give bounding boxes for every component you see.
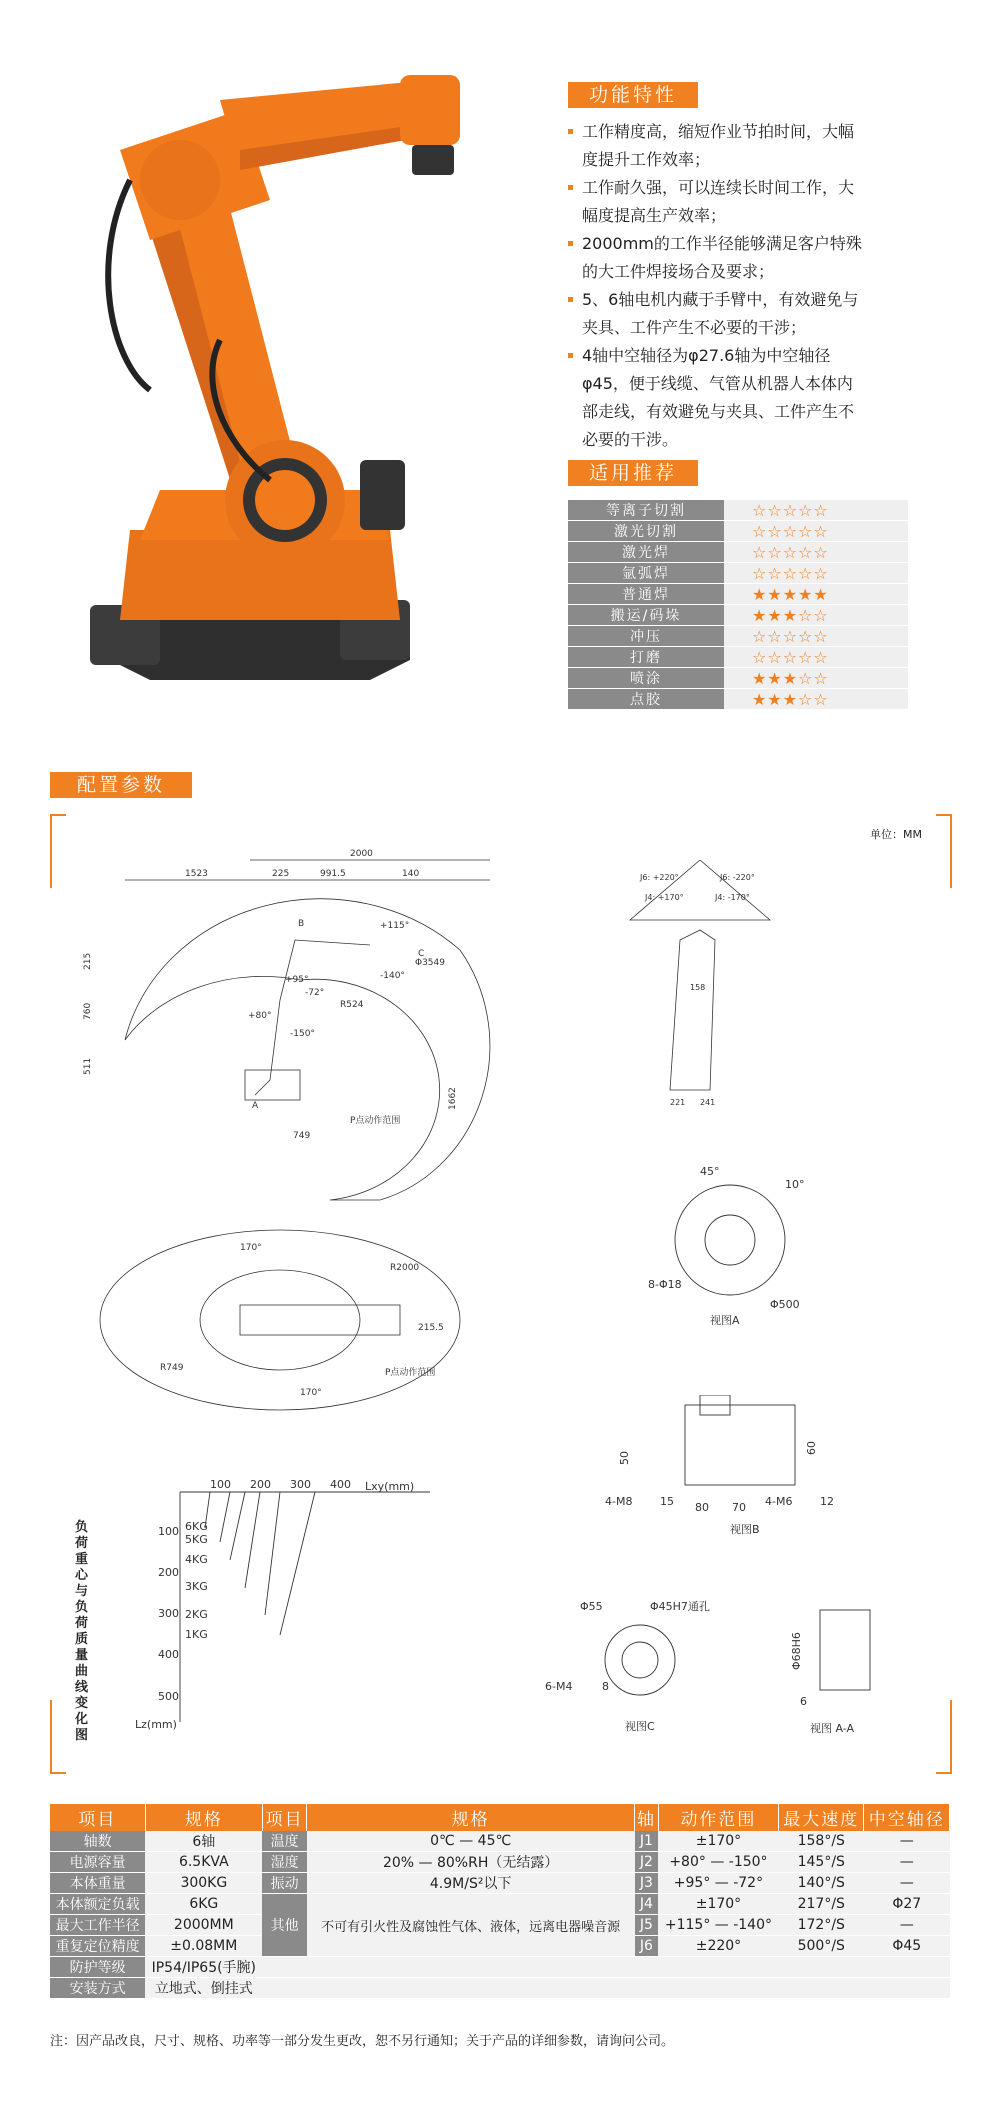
spec-cell: 温度 <box>262 1831 306 1852</box>
svg-text:749: 749 <box>293 1131 311 1141</box>
th-spec: 规格 <box>145 1804 262 1831</box>
svg-text:8: 8 <box>602 1680 609 1693</box>
recommend-stars: ☆☆☆☆☆ <box>724 542 908 563</box>
svg-text:6KG: 6KG <box>185 1520 208 1533</box>
svg-text:视图 A-A: 视图 A-A <box>810 1722 855 1735</box>
svg-text:100: 100 <box>158 1525 179 1538</box>
feature-item: 工作耐久强，可以连续长时间工作，大幅度提高生产效率； <box>568 174 868 230</box>
svg-text:Φ500: Φ500 <box>770 1298 800 1311</box>
svg-text:J6: +220°: J6: +220° <box>640 873 679 882</box>
spec-cell: 2000MM <box>145 1915 262 1936</box>
svg-text:500: 500 <box>158 1690 179 1703</box>
spec-cell: +80° — -150° <box>658 1852 778 1873</box>
th-item: 项目 <box>50 1804 145 1831</box>
recommend-row <box>568 500 908 521</box>
recommend-row <box>568 605 908 626</box>
spec-cell: — <box>864 1873 950 1894</box>
recommend-stars: ★★★☆☆ <box>724 668 908 689</box>
svg-text:1662: 1662 <box>448 1087 458 1110</box>
spec-cell: 湿度 <box>262 1852 306 1873</box>
svg-text:400: 400 <box>158 1648 179 1661</box>
view-c <box>540 1590 740 1740</box>
footnote: 注：因产品改良，尺寸、规格、功率等一部分发生更改，恕不另行通知；关于产品的详细参数，请询问公司。 <box>50 2034 675 2049</box>
spec-cell: +115° — -140° <box>658 1915 778 1936</box>
spec-cell: — <box>864 1831 950 1852</box>
recommend-stars: ★★★★★ <box>724 584 908 605</box>
svg-text:6: 6 <box>800 1695 807 1708</box>
svg-text:80: 80 <box>695 1501 709 1514</box>
recommend-label: 点胶 <box>568 689 724 710</box>
recommend-label: 打磨 <box>568 647 724 668</box>
spec-cell: 500°/S <box>779 1936 864 1957</box>
spec-cell <box>307 1978 635 1999</box>
spec-cell: 6KG <box>145 1894 262 1915</box>
svg-text:P点动作范围: P点动作范围 <box>350 1116 401 1126</box>
recommend-label: 激光切割 <box>568 521 724 542</box>
svg-text:50: 50 <box>618 1451 631 1465</box>
svg-text:1KG: 1KG <box>185 1628 208 1641</box>
feature-item: 工作精度高，缩短作业节拍时间，大幅度提升工作效率； <box>568 118 868 174</box>
svg-text:Φ68H6: Φ68H6 <box>790 1632 803 1670</box>
spec-cell <box>262 1978 306 1999</box>
spec-cell: ±0.08MM <box>145 1936 262 1957</box>
svg-text:视图A: 视图A <box>710 1314 740 1327</box>
spec-cell <box>262 1957 306 1978</box>
recommend-stars: ☆☆☆☆☆ <box>724 626 908 647</box>
bracket-top-left <box>50 814 66 888</box>
svg-text:Φ55: Φ55 <box>580 1600 603 1613</box>
bracket-bottom-left <box>50 1700 66 1774</box>
spec-cell: 立地式、倒挂式 <box>145 1978 262 1999</box>
th-hollow: 中空轴径 <box>864 1804 950 1831</box>
svg-text:-140°: -140° <box>380 971 405 981</box>
recommend-row <box>568 521 908 542</box>
recommend-row <box>568 689 908 710</box>
spec-cell <box>635 1978 950 1999</box>
spec-cell: ±220° <box>658 1936 778 1957</box>
svg-text:12: 12 <box>820 1495 834 1508</box>
svg-text:300: 300 <box>290 1478 311 1491</box>
svg-text:-150°: -150° <box>290 1029 315 1039</box>
spec-row <box>50 1978 950 1999</box>
spec-cell: 140°/S <box>779 1873 864 1894</box>
spec-row <box>50 1831 950 1852</box>
spec-cell: 防护等级 <box>50 1957 145 1978</box>
recommend-label: 喷涂 <box>568 668 724 689</box>
dim-225: 225 <box>272 869 290 879</box>
svg-text:2KG: 2KG <box>185 1608 208 1621</box>
recommend-row <box>568 563 908 584</box>
svg-text:B: B <box>298 919 305 929</box>
svg-text:R524: R524 <box>340 1000 364 1010</box>
svg-text:200: 200 <box>158 1566 179 1579</box>
svg-text:241: 241 <box>700 1098 716 1107</box>
svg-text:200: 200 <box>250 1478 271 1491</box>
svg-text:-72°: -72° <box>305 988 325 998</box>
svg-text:511: 511 <box>83 1057 93 1075</box>
spec-cell: ±170° <box>658 1831 778 1852</box>
svg-text:70: 70 <box>732 1501 746 1514</box>
svg-text:221: 221 <box>670 1098 686 1107</box>
spec-cell: Φ45 <box>864 1936 950 1957</box>
recommend-label: 普通焊 <box>568 584 724 605</box>
spec-cell: 20% — 80%RH（无结露） <box>307 1852 635 1873</box>
spec-table <box>50 1804 950 1999</box>
spec-cell: 217°/S <box>779 1894 864 1915</box>
recommend-row <box>568 542 908 563</box>
th-axis: 轴 <box>635 1804 659 1831</box>
spec-cell: J6 <box>635 1936 659 1957</box>
unit-label: 单位：MM <box>870 828 922 841</box>
spec-cell: Φ27 <box>864 1894 950 1915</box>
feature-item: 4轴中空轴径为φ27.6轴为中空轴径φ45，便于线缆、气管从机器人本体内部走线，有效避免与夹具、工件产生不必要的干涉。 <box>568 342 868 454</box>
recommend-stars: ☆☆☆☆☆ <box>724 500 908 521</box>
recommend-stars: ★★★☆☆ <box>724 689 908 710</box>
load-chart <box>130 1460 440 1740</box>
bracket-bottom-right <box>936 1700 952 1774</box>
spec-cell: J5 <box>635 1915 659 1936</box>
svg-text:760: 760 <box>83 1002 93 1020</box>
spec-cell: IP54/IP65(手腕) <box>145 1957 262 1978</box>
view-aa <box>780 1600 910 1740</box>
feature-item: 2000mm的工作半径能够满足客户特殊的大工件焊接场合及要求； <box>568 230 868 286</box>
spec-cell: 6轴 <box>145 1831 262 1852</box>
recommend-row <box>568 668 908 689</box>
workspace-plan-view <box>80 1220 480 1420</box>
svg-text:Φ3549: Φ3549 <box>415 958 445 968</box>
svg-text:4-M8: 4-M8 <box>605 1495 633 1508</box>
svg-text:R2000: R2000 <box>390 1263 420 1273</box>
svg-text:5KG: 5KG <box>185 1533 208 1546</box>
spec-cell: 0℃ — 45℃ <box>307 1831 635 1852</box>
recommend-label: 等离子切割 <box>568 500 724 521</box>
svg-text:215: 215 <box>83 952 93 970</box>
spec-cell: 本体额定负载 <box>50 1894 145 1915</box>
svg-text:158: 158 <box>690 983 706 992</box>
spec-cell: ±170° <box>658 1894 778 1915</box>
svg-text:170°: 170° <box>240 1243 262 1253</box>
spec-cell: 重复定位精度 <box>50 1936 145 1957</box>
svg-text:C: C <box>418 949 425 959</box>
spec-cell: +95° — -72° <box>658 1873 778 1894</box>
svg-text:8-Φ18: 8-Φ18 <box>648 1278 682 1291</box>
spec-cell: 电源容量 <box>50 1852 145 1873</box>
spec-cell: 300KG <box>145 1873 262 1894</box>
svg-text:60: 60 <box>805 1441 818 1455</box>
svg-text:J4: -170°: J4: -170° <box>715 893 750 902</box>
dim-2000: 2000 <box>350 849 373 859</box>
th-range: 动作范围 <box>658 1804 778 1831</box>
svg-text:45°: 45° <box>700 1165 720 1178</box>
spec-cell: J2 <box>635 1852 659 1873</box>
spec-cell: J3 <box>635 1873 659 1894</box>
recommend-table <box>568 500 908 710</box>
spec-cell <box>307 1957 635 1978</box>
svg-text:100: 100 <box>210 1478 231 1491</box>
spec-cell: J1 <box>635 1831 659 1852</box>
spec-row <box>50 1873 950 1894</box>
recommend-stars: ★★★☆☆ <box>724 605 908 626</box>
spec-cell: 最大工作半径 <box>50 1915 145 1936</box>
spec-cell: 172°/S <box>779 1915 864 1936</box>
th-spec2: 规格 <box>307 1804 635 1831</box>
spec-cell: 本体重量 <box>50 1873 145 1894</box>
svg-text:+95°: +95° <box>285 975 309 985</box>
spec-row <box>50 1957 950 1978</box>
config-title: 配置参数 <box>50 772 192 798</box>
svg-text:A: A <box>252 1101 259 1111</box>
svg-text:10°: 10° <box>785 1178 805 1191</box>
th-speed: 最大速度 <box>779 1804 864 1831</box>
spec-cell: J4 <box>635 1894 659 1915</box>
load-chart-title: 负荷重心与负荷质量曲线变化图 <box>75 1520 89 1743</box>
svg-text:J6: -220°: J6: -220° <box>720 873 755 882</box>
recommend-label: 氩弧焊 <box>568 563 724 584</box>
bracket-top-right <box>936 814 952 888</box>
svg-text:4KG: 4KG <box>185 1553 208 1566</box>
svg-text:视图C: 视图C <box>625 1720 655 1733</box>
spec-cell: 158°/S <box>779 1831 864 1852</box>
recommend-stars: ☆☆☆☆☆ <box>724 647 908 668</box>
spec-cell: 振动 <box>262 1873 306 1894</box>
robot-illustration <box>70 60 470 710</box>
spec-cell: 4.9M/S²以下 <box>307 1873 635 1894</box>
svg-text:J4: +170°: J4: +170° <box>645 893 684 902</box>
svg-text:15: 15 <box>660 1495 674 1508</box>
svg-text:视图B: 视图B <box>730 1523 760 1536</box>
svg-text:Lxy(mm): Lxy(mm) <box>365 1480 415 1493</box>
svg-text:3KG: 3KG <box>185 1580 208 1593</box>
th-item2: 项目 <box>262 1804 306 1831</box>
recommend-stars: ☆☆☆☆☆ <box>724 521 908 542</box>
workspace-side-view <box>80 840 500 1220</box>
recommend-label: 冲压 <box>568 626 724 647</box>
recommend-label: 搬运/码垛 <box>568 605 724 626</box>
svg-text:4-M6: 4-M6 <box>765 1495 793 1508</box>
wrist-side-view <box>620 860 780 1120</box>
spec-cell: 轴数 <box>50 1831 145 1852</box>
dim-140: 140 <box>402 869 420 879</box>
svg-text:215.5: 215.5 <box>418 1323 444 1333</box>
spec-cell: — <box>864 1852 950 1873</box>
features-list <box>568 118 868 454</box>
dim-1523: 1523 <box>185 869 208 879</box>
spec-row <box>50 1894 950 1915</box>
svg-text:300: 300 <box>158 1607 179 1620</box>
features-title: 功能特性 <box>568 82 698 108</box>
svg-text:+80°: +80° <box>248 1011 272 1021</box>
spec-cell <box>635 1957 950 1978</box>
svg-text:6-M4: 6-M4 <box>545 1680 573 1693</box>
spec-cell: — <box>864 1915 950 1936</box>
spec-cell: 不可有引火性及腐蚀性气体、液体，远离电器噪音源 <box>307 1894 635 1957</box>
view-b <box>600 1395 860 1545</box>
spec-cell: 6.5KVA <box>145 1852 262 1873</box>
svg-text:Φ45H7通孔: Φ45H7通孔 <box>650 1600 710 1613</box>
recommend-stars: ☆☆☆☆☆ <box>724 563 908 584</box>
feature-item: 5、6轴电机内藏于手臂中，有效避免与夹具、工件产生不必要的干涉； <box>568 286 868 342</box>
svg-text:R749: R749 <box>160 1363 184 1373</box>
view-a <box>640 1160 820 1330</box>
recommend-row <box>568 626 908 647</box>
recommend-row <box>568 584 908 605</box>
spec-cell: 145°/S <box>779 1852 864 1873</box>
svg-text:P点动作范围: P点动作范围 <box>385 1368 436 1378</box>
svg-text:400: 400 <box>330 1478 351 1491</box>
spec-cell: 安装方式 <box>50 1978 145 1999</box>
recommend-row <box>568 647 908 668</box>
svg-text:Lz(mm): Lz(mm) <box>135 1718 177 1731</box>
spec-row <box>50 1852 950 1873</box>
recommend-label: 激光焊 <box>568 542 724 563</box>
svg-text:+115°: +115° <box>380 921 410 931</box>
recommend-title: 适用推荐 <box>568 460 698 486</box>
svg-text:170°: 170° <box>300 1388 322 1398</box>
spec-cell: 其他 <box>262 1894 306 1957</box>
dim-991: 991.5 <box>320 869 346 879</box>
